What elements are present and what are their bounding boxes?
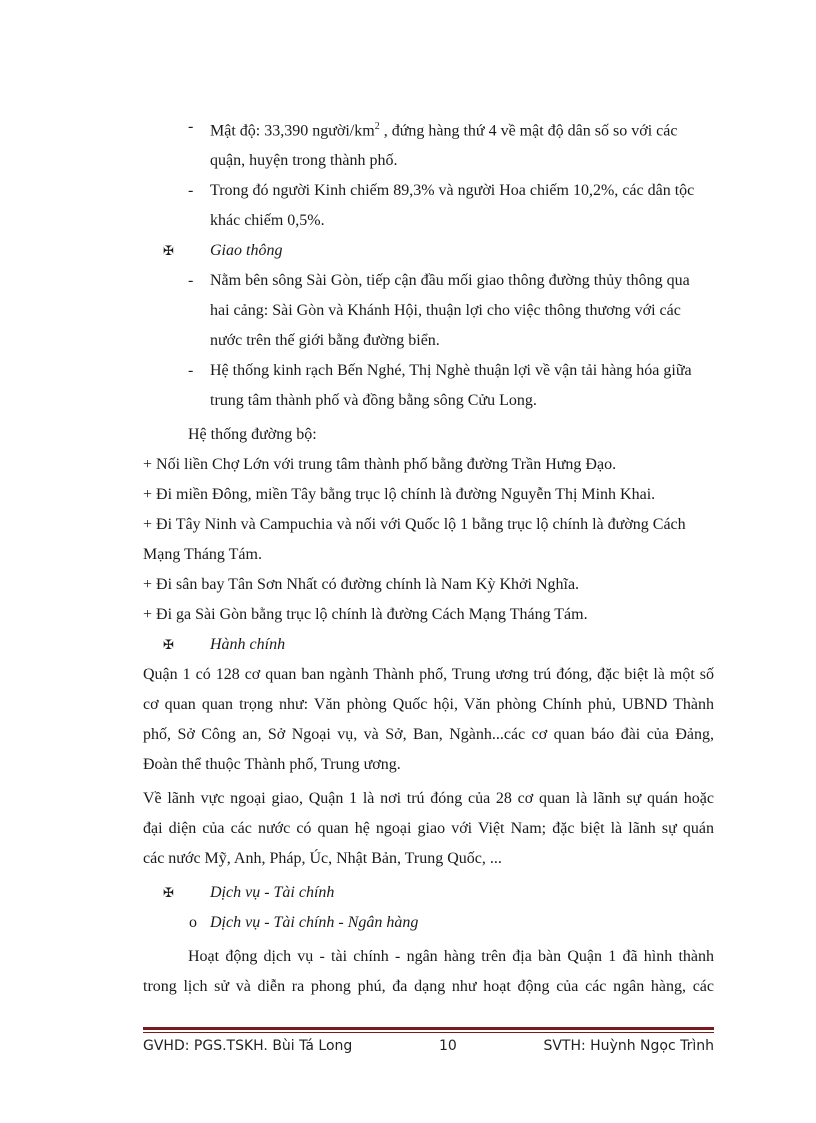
finance-heading bbox=[143, 878, 714, 908]
cross-bullet-icon: ✠ bbox=[163, 243, 174, 259]
road-heading: Hệ thống đường bộ: bbox=[188, 426, 317, 444]
footer-rule-thin bbox=[143, 1032, 714, 1033]
road-item-1: + Nối liền Chợ Lớn với trung tâm thành phố bằng đường Trần Hưng Đạo. bbox=[143, 456, 617, 474]
ethnic-item bbox=[143, 176, 714, 206]
footer-page-number: 10 bbox=[439, 1038, 457, 1054]
footer-student: SVTH: Huỳnh Ngọc Trình bbox=[543, 1038, 714, 1054]
finance-subheading-text: Dịch vụ - Tài chính - Ngân hàng bbox=[210, 914, 419, 932]
dash-bullet: - bbox=[188, 362, 194, 380]
density-text-rest: , đứng hàng thứ 4 về mật độ dân số so với các bbox=[379, 122, 678, 140]
road-item-3-cont: Mạng Tháng Tám. bbox=[143, 546, 262, 564]
admin-heading-text: Hành chính bbox=[210, 636, 286, 654]
circle-bullet-icon: o bbox=[189, 914, 197, 932]
density-continuation bbox=[143, 146, 714, 176]
ethnic-cont-text: khác chiếm 0,5%. bbox=[210, 212, 325, 230]
density-superscript: 2 bbox=[374, 121, 380, 132]
ethnic-continuation bbox=[143, 206, 714, 236]
dash-bullet: - bbox=[188, 272, 194, 290]
port-continuation-1 bbox=[143, 296, 714, 326]
finance-para-line2: trong lịch sử và diễn ra phong phú, đa dạng như hoạt động của các ngân hàng, các bbox=[143, 978, 714, 996]
density-item bbox=[143, 112, 714, 146]
dash-bullet: - bbox=[188, 182, 194, 200]
density-cont-text: quận, huyện trong thành phố. bbox=[210, 152, 398, 170]
cross-bullet-icon: ✠ bbox=[163, 885, 174, 901]
port-continuation-2 bbox=[143, 326, 714, 356]
ethnic-text: Trong đó người Kinh chiếm 89,3% và người Hoa chiếm 10,2%, các dân tộc bbox=[210, 182, 695, 200]
admin-para2-line1: Về lãnh vực ngoại giao, Quận 1 là nơi trú đóng của 28 cơ quan là lãnh sự quán hoặc bbox=[143, 790, 714, 808]
port-text-2: hai cảng: Sài Gòn và Khánh Hội, thuận lợi cho việc thông thương với các bbox=[210, 302, 681, 320]
finance-heading-text: Dịch vụ - Tài chính bbox=[210, 884, 335, 902]
road-item-2: + Đi miền Đông, miền Tây bằng trục lộ chính là đường Nguyễn Thị Minh Khai. bbox=[143, 486, 656, 504]
port-text-3: nước trên thế giới bằng đường biển. bbox=[210, 332, 440, 350]
dash-bullet: - bbox=[188, 118, 194, 135]
admin-para2-line3: các nước Mỹ, Anh, Pháp, Úc, Nhật Bản, Trung Quốc, ... bbox=[143, 850, 502, 868]
road-item-4: + Đi sân bay Tân Sơn Nhất có đường chính là Nam Kỳ Khởi Nghĩa. bbox=[143, 576, 580, 594]
density-text: Mật độ: 33,390 người/km bbox=[210, 122, 375, 140]
port-item bbox=[143, 266, 714, 296]
canal-text-2: trung tâm thành phố và đồng bằng sông Cửu Long. bbox=[210, 392, 537, 410]
admin-para1-line2: cơ quan quan trọng như: Văn phòng Quốc hội, Văn phòng Chính phủ, UBND Thành bbox=[143, 696, 714, 714]
page-body bbox=[143, 112, 714, 1002]
footer-advisor: GVHD: PGS.TSKH. Bùi Tá Long bbox=[143, 1038, 353, 1054]
canal-text-1: Hệ thống kinh rạch Bến Nghé, Thị Nghè thuận lợi về vận tải hàng hóa giữa bbox=[210, 362, 692, 380]
transport-heading bbox=[143, 236, 714, 266]
transport-heading-text: Giao thông bbox=[210, 242, 283, 260]
admin-para1-line1: Quận 1 có 128 cơ quan ban ngành Thành phố, Trung ương trú đóng, đặc biệt là một số bbox=[143, 666, 714, 684]
port-text-1: Nằm bên sông Sài Gòn, tiếp cận đầu mối giao thông đường thủy thông qua bbox=[210, 272, 690, 290]
footer-rule-thick bbox=[143, 1027, 714, 1030]
cross-bullet-icon: ✠ bbox=[163, 637, 174, 653]
finance-para-line1: Hoạt động dịch vụ - tài chính - ngân hàng trên địa bàn Quận 1 đã hình thành bbox=[188, 948, 714, 966]
admin-para2-line2: đại diện của các nước có quan hệ ngoại giao với Việt Nam; đặc biệt là lãnh sự quán bbox=[143, 820, 714, 838]
road-item-5: + Đi ga Sài Gòn bằng trục lộ chính là đường Cách Mạng Tháng Tám. bbox=[143, 606, 588, 624]
finance-subheading bbox=[143, 908, 714, 938]
canal-continuation bbox=[143, 386, 714, 416]
page-footer bbox=[143, 1038, 714, 1060]
road-item-3: + Đi Tây Ninh và Campuchia và nối với Quốc lộ 1 bằng trục lộ chính là đường Cách bbox=[143, 516, 686, 534]
admin-para1-line4: Đoàn thể thuộc Thành phố, Trung ương. bbox=[143, 756, 401, 774]
admin-para1-line3: phố, Sở Công an, Sở Ngoại vụ, và Sở, Ban, Ngành...các cơ quan báo đài của Đảng, bbox=[143, 726, 714, 744]
admin-heading bbox=[143, 630, 714, 660]
canal-item bbox=[143, 356, 714, 386]
